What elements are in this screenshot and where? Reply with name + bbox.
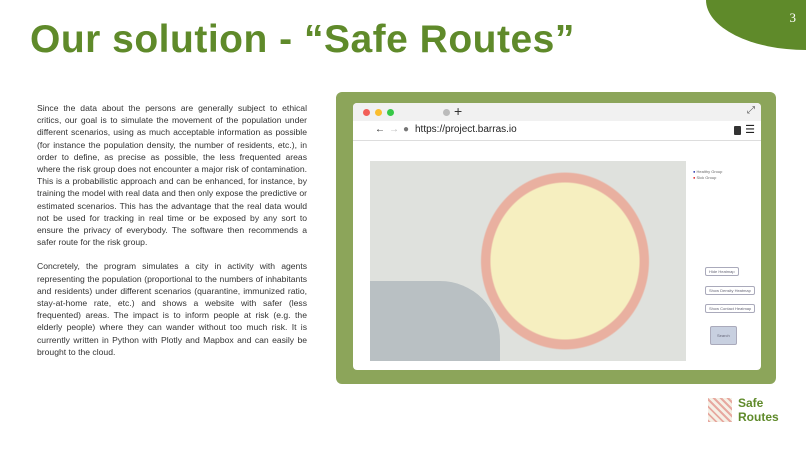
forward-icon[interactable]: → bbox=[389, 124, 399, 135]
address-bar[interactable] bbox=[353, 121, 761, 141]
density-heatmap-button[interactable]: Show Density Heatmap bbox=[705, 286, 755, 295]
back-icon[interactable]: ← bbox=[375, 124, 385, 135]
page-title: Our solution - “Safe Routes” bbox=[30, 18, 575, 61]
corner-decoration bbox=[706, 0, 806, 50]
url-text[interactable]: https://project.barras.io bbox=[415, 124, 517, 135]
extension-icon[interactable] bbox=[734, 126, 741, 135]
minimize-dot-icon[interactable] bbox=[375, 109, 382, 116]
menu-icon[interactable]: ☰ bbox=[745, 124, 755, 136]
legend-sick: ● Sick Group bbox=[693, 175, 717, 180]
density-heatmap bbox=[470, 161, 660, 361]
expand-icon[interactable]: ⤢ bbox=[747, 105, 755, 116]
paragraph: Concretely, the program simulates a city in activity with agents representing the population (proportional to the numbers of inhabitants and residents) under different scenarios (quarantine, immunized ratio, stay-at-home rate, etc.) and shows a website with safer (less frequented) areas. The impact is to inform people at risk (e.g. the elderly people) where they can wander without too much risk. It is currently written in Python with Plotly and Mapbox and can easily be brought to the cloud. bbox=[37, 261, 307, 357]
lock-icon: ● bbox=[403, 124, 410, 135]
browser-mockup bbox=[353, 103, 761, 370]
logo-text: Safe Routes bbox=[738, 396, 779, 424]
search-button[interactable]: Search bbox=[710, 326, 737, 345]
new-tab-button[interactable]: + bbox=[454, 103, 463, 119]
body-text bbox=[37, 102, 307, 370]
browser-tabbar bbox=[353, 103, 761, 121]
maximize-dot-icon[interactable] bbox=[387, 109, 394, 116]
page-number: 3 bbox=[789, 10, 796, 25]
legend-healthy: ● Healthy Group bbox=[693, 169, 723, 174]
hide-heatmap-button[interactable]: Hide Heatmap bbox=[705, 267, 739, 276]
contact-heatmap-button[interactable]: Show Contact Heatmap bbox=[705, 304, 755, 313]
safe-routes-logo-icon bbox=[708, 398, 732, 422]
control-panel bbox=[688, 161, 758, 361]
heatmap-map[interactable] bbox=[370, 161, 686, 361]
paragraph: Since the data about the persons are generally subject to ethical critics, our goal is to simulate the movement of the population under different scenarios, using as much acceptable information as possible (for instance the population density, the number of residents, etc.), in order to define, as precise as possible, the less frequented areas where the risk group does not encounter a major risk of contamination. This is a probabilistic approach and can be enhanced, for instance, by training the model with real data and then only expose the predictive or estimated scenarios. This has the advantage that the real data would not be used for tracking in real time or be exposed by any sort to ensure the privacy of everybody. The software then recommends a safer route for the risk group. bbox=[37, 103, 307, 248]
close-dot-icon[interactable] bbox=[363, 109, 370, 116]
tab-icon[interactable] bbox=[443, 109, 450, 116]
